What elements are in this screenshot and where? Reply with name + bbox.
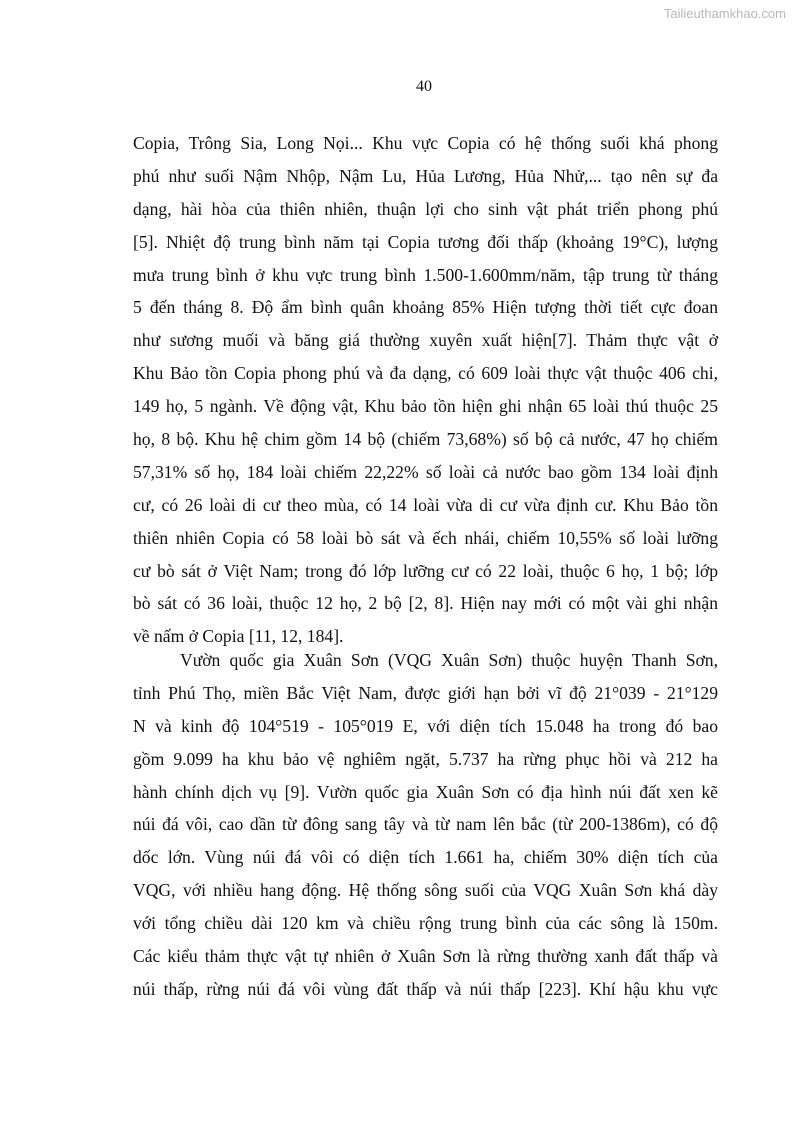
text-line: mưa trung bình ở khu vực trung bình 1.500-1.600mm/năm, tập trung từ tháng bbox=[133, 264, 718, 285]
paragraph-copia bbox=[133, 127, 718, 653]
text-line: với tổng chiều dài 120 km và chiều rộng trung bình của các sông là 150m. bbox=[133, 913, 718, 934]
text-line: 5 đến tháng 8. Độ ẩm bình quân khoảng 85% Hiện tượng thời tiết cực đoan bbox=[133, 297, 718, 318]
text-line: dốc lớn. Vùng núi đá vôi có diện tích 1.661 ha, chiếm 30% diện tích của bbox=[133, 847, 718, 868]
text-line: núi đá vôi, cao dần từ đông sang tây và từ nam lên bắc (từ 200-1386m), có độ bbox=[133, 814, 718, 835]
text-line: Vườn quốc gia Xuân Sơn (VQG Xuân Sơn) thuộc huyện Thanh Sơn, bbox=[180, 650, 718, 670]
page-number: 40 bbox=[416, 78, 432, 95]
text-line: Copia, Trông Sia, Long Nọi... Khu vực Copia có hệ thống suối khá phong bbox=[133, 133, 718, 153]
text-line: tỉnh Phú Thọ, miền Bắc Việt Nam, được giới hạn bởi vĩ độ 21°039 - 21°129 bbox=[133, 682, 718, 703]
text-line: cư, có 26 loài di cư theo mùa, có 14 loài vừa di cư vừa định cư. Khu Bảo tồn bbox=[133, 494, 718, 515]
text-line: 149 họ, 5 ngành. Về động vật, Khu bảo tồn hiện ghi nhận 65 loài thú thuộc 25 bbox=[133, 396, 718, 417]
text-line: dạng, hài hòa của thiên nhiên, thuận lợi cho sinh vật phát triển phong phú bbox=[133, 198, 718, 219]
text-line: bò sát có 36 loài, thuộc 12 họ, 2 bộ [2, 8]. Hiện nay mới có một vài ghi nhận bbox=[133, 593, 718, 614]
text-line: 57,31% số họ, 184 loài chiếm 22,22% số loài cả nước bao gồm 134 loài định bbox=[133, 461, 718, 482]
text-line: hành chính dịch vụ [9]. Vườn quốc gia Xuân Sơn có địa hình núi đất xen kẽ bbox=[133, 781, 718, 802]
text-line: về nấm ở Copia [11, 12, 184]. bbox=[133, 626, 344, 647]
text-line: Các kiểu thảm thực vật tự nhiên ở Xuân Sơn là rừng thường xanh đất thấp và bbox=[133, 946, 718, 967]
text-line: Khu Bảo tồn Copia phong phú và đa dạng, có 609 loài thực vật thuộc 406 chi, bbox=[133, 363, 718, 384]
text-line: gồm 9.099 ha khu bảo vệ nghiêm ngặt, 5.737 ha rừng phục hồi và 212 ha bbox=[133, 748, 718, 769]
text-line: [5]. Nhiệt độ trung bình năm tại Copia tương đối thấp (khoảng 19°C), lượng bbox=[133, 231, 718, 252]
text-line: N và kinh độ 104°519 - 105°019 E, với diện tích 15.048 ha trong đó bao bbox=[133, 715, 718, 736]
text-line: phú như suối Nậm Nhộp, Nậm Lu, Hủa Lương, Hủa Nhử,... tạo nên sự đa bbox=[133, 165, 718, 186]
text-line: VQG, với nhiều hang động. Hệ thống sông suối của VQG Xuân Sơn khá dày bbox=[133, 880, 718, 901]
watermark: Tailieuthamkhao.com bbox=[663, 6, 786, 21]
text-line: núi thấp, rừng núi đá vôi vùng đất thấp và núi thấp [223]. Khí hậu khu vực bbox=[133, 978, 718, 999]
text-line: cư bò sát ở Việt Nam; trong đó lớp lưỡng cư có 22 loài, thuộc 6 họ, 1 bộ; lớp bbox=[133, 560, 718, 581]
text-line: họ, 8 bộ. Khu hệ chim gồm 14 bộ (chiếm 73,68%) số bộ cả nước, 47 họ chiếm bbox=[133, 429, 718, 450]
text-line: như sương muối và băng giá thường xuyên xuất hiện[7]. Thảm thực vật ở bbox=[133, 330, 718, 351]
text-line: thiên nhiên Copia có 58 loài bò sát và ếch nhái, chiếm 10,55% số loài lưỡng bbox=[133, 527, 718, 548]
paragraph-xuan-son bbox=[133, 644, 718, 1006]
